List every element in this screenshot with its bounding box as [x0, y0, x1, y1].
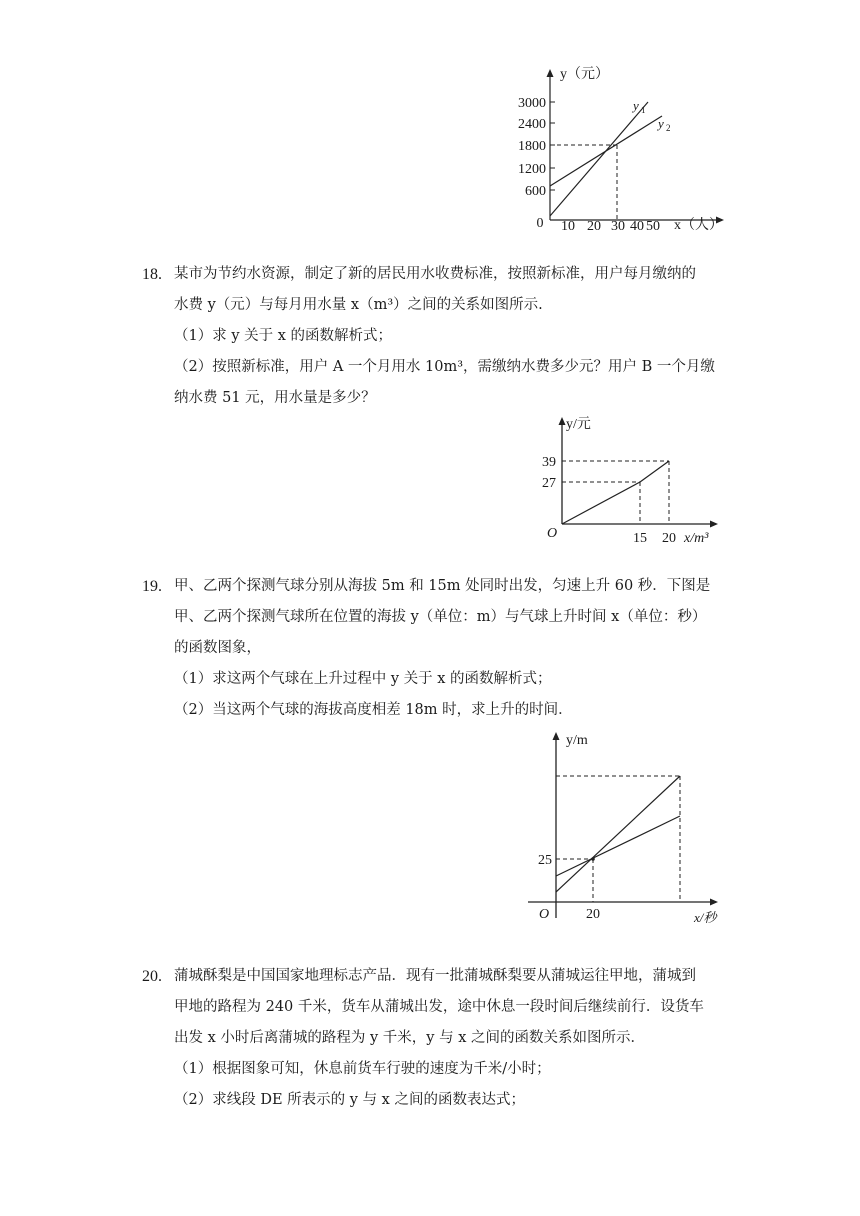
problem-18 — [142, 259, 722, 414]
x-tick-label: 20 — [662, 531, 676, 546]
sub-question: （1）求这两个气球在上升过程中 y 关于 x 的函数解析式； — [174, 671, 552, 687]
problem-text: 出发 x 小时后离蒲城的路程为 y 千米，y 与 x 之间的函数关系如图所示． — [174, 1030, 645, 1046]
sub-question: （1）根据图象可知，休息前货车行驶的速度为千米/小时； — [174, 1061, 551, 1077]
line-y2 — [550, 116, 662, 186]
figure2-svg — [532, 412, 732, 548]
x-tick-label: 15 — [633, 531, 647, 546]
y-axis-arrow — [559, 417, 566, 425]
y-tick-label: 25 — [538, 853, 552, 868]
problem-text: 蒲城酥梨是中国国家地理标志产品．现有一批蒲城酥梨要从蒲城运往甲地，蒲城到 — [174, 968, 696, 984]
problem-20 — [142, 961, 722, 1116]
figure-cost-vs-people — [500, 62, 740, 242]
fee-segment-1 — [562, 482, 640, 524]
figure3-svg — [520, 722, 730, 934]
balloon-line-shallow — [556, 816, 680, 876]
y-tick-label: 2400 — [518, 117, 546, 132]
y-tick-label: 600 — [525, 184, 546, 199]
sub-question: （2）求线段 DE 所表示的 y 与 x 之间的函数表达式； — [174, 1092, 525, 1108]
line-label-y1: y — [633, 98, 639, 113]
x-tick-label: 50 — [646, 219, 660, 234]
x-axis-title: x（人） — [674, 218, 723, 233]
y-axis-arrow — [553, 732, 560, 740]
y-tick-label: 3000 — [518, 96, 546, 111]
y-axis-title: y（元） — [560, 67, 609, 82]
problem-text: 的函数图象， — [174, 640, 261, 656]
y-tick-label: 39 — [542, 455, 556, 470]
line-label-y1-sub: 1 — [641, 105, 646, 115]
problem-text: 水费 y（元）与每月用水量 x（m³）之间的关系如图所示. — [174, 297, 543, 313]
y-tick-label: 1200 — [518, 162, 546, 177]
figure-balloon-altitude — [520, 722, 730, 934]
x-tick-label: 10 — [561, 219, 575, 234]
sub-question: （2）当这两个气球的海拔高度相差 18m 时，求上升的时间． — [174, 702, 573, 718]
origin-label: O — [538, 907, 550, 922]
y-tick-label: 27 — [542, 476, 556, 491]
problem-number: 18. — [142, 266, 162, 283]
sub-question: （1）求 y 关于 x 的函数解析式； — [174, 328, 393, 344]
fee-segment-2 — [640, 461, 669, 482]
problem-19 — [142, 571, 722, 726]
problem-text: 纳水费 51 元，用水量是多少？ — [174, 390, 376, 406]
intersection-point — [591, 857, 595, 861]
origin-label: O — [546, 526, 558, 541]
problem-text: 甲地的路程为 240 千米，货车从蒲城出发，途中休息一段时间后继续前行．设货车 — [174, 999, 704, 1015]
line-label-y2: y — [658, 116, 664, 131]
problem-number: 20. — [142, 968, 162, 985]
figure-water-fee — [532, 412, 732, 548]
line-label-y2-sub: 2 — [666, 123, 671, 133]
y-axis-arrow — [547, 69, 554, 77]
x-tick-label: 20 — [586, 907, 600, 922]
x-tick-label: 30 — [611, 219, 625, 234]
problem-text: 某市为节约水资源，制定了新的居民用水收费标准，按照新标准，用户每月缴纳的 — [174, 266, 696, 282]
x-axis-arrow — [710, 521, 718, 528]
line-y1 — [550, 102, 648, 216]
y-axis-title: y/m — [566, 733, 588, 748]
origin-label: 0 — [536, 216, 544, 231]
x-tick-label: 20 — [587, 219, 601, 234]
problem-text: 甲、乙两个探测气球所在位置的海拔 y（单位：m）与气球上升时间 x（单位：秒） — [174, 609, 707, 625]
x-axis-arrow — [710, 899, 718, 906]
y-axis-title: y/元 — [566, 417, 591, 432]
sub-question: （2）按照新标准，用户 A 一个月用水 10m³，需缴纳水费多少元？用户 B 一个月缴 — [174, 359, 715, 375]
x-axis-title: x/m³ — [684, 531, 709, 546]
x-tick-label: 40 — [630, 219, 644, 234]
problem-text: 甲、乙两个探测气球分别从海拔 5m 和 15m 处同时出发，匀速上升 60 秒．下图是 — [174, 578, 711, 594]
problem-number: 19. — [142, 578, 162, 595]
balloon-line-steep — [556, 776, 680, 892]
y-tick-label: 1800 — [518, 139, 546, 154]
figure1-svg — [500, 62, 740, 242]
x-axis-title: x/秒 — [694, 910, 717, 925]
